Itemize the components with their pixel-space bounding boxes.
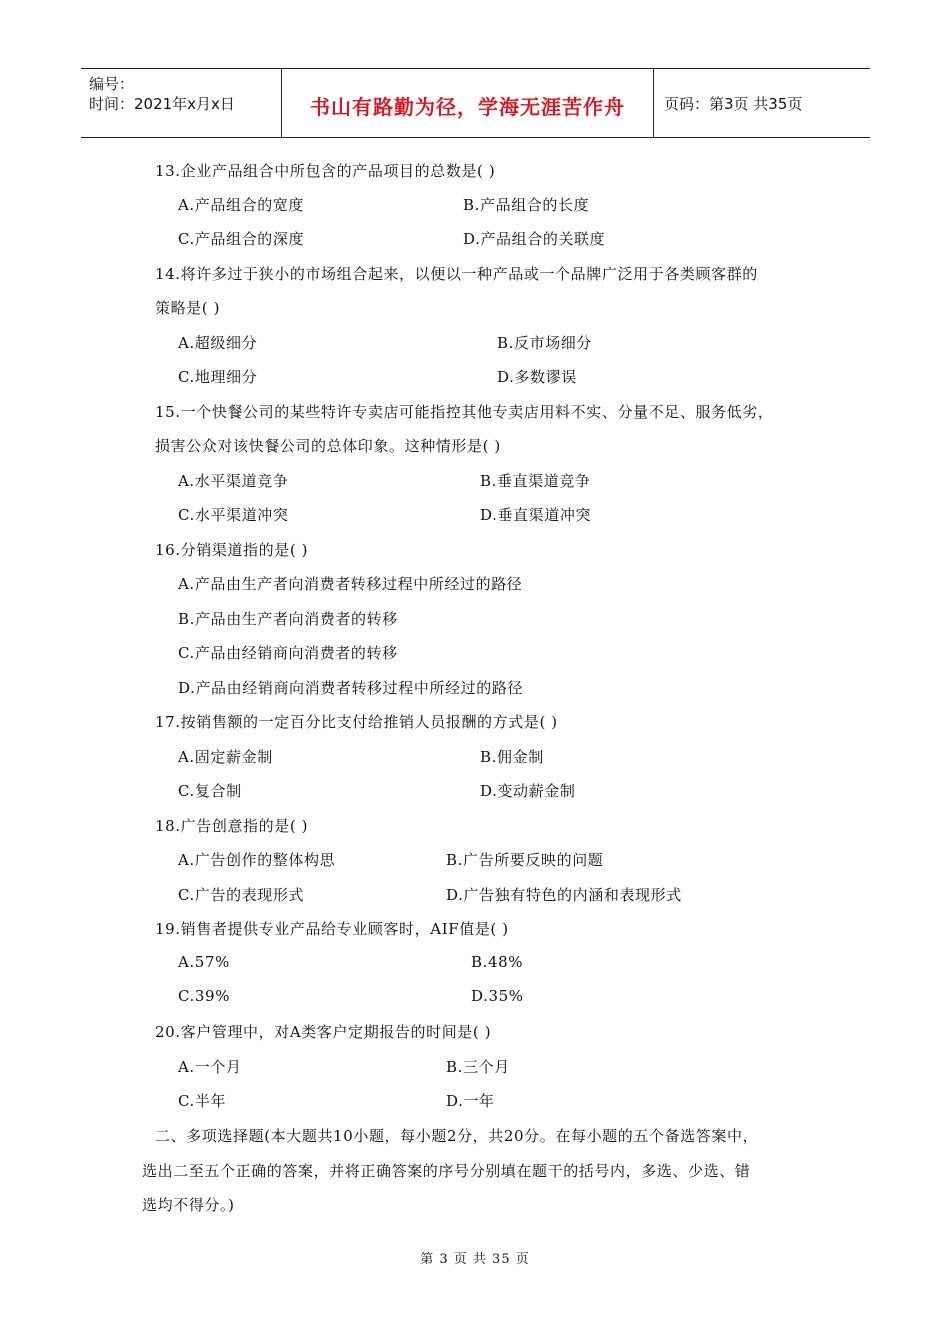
section-2-instructions-line1: 二、多项选择题(本大题共10小题，每小题2分，共20分。在每小题的五个备选答案中， bbox=[155, 1127, 759, 1145]
question-19-stem: 19.销售者提供专业产品给专业顾客时，AIF值是( ) bbox=[155, 920, 509, 938]
question-14-stem-line1: 14.将许多过于狭小的市场组合起来，以便以一种产品或一个品牌广泛用于各类顾客群的 bbox=[155, 265, 758, 283]
question-16-option-a: A.产品由生产者向消费者转移过程中所经过的路径 bbox=[178, 575, 523, 593]
question-16-option-c: C.产品由经销商向消费者的转移 bbox=[178, 644, 398, 662]
question-13-stem: 13.企业产品组合中所包含的产品项目的总数是( ) bbox=[155, 162, 496, 180]
header-left-cell bbox=[81, 69, 282, 137]
question-19-option-b: B.48% bbox=[471, 953, 524, 971]
document-number-label: 编号： bbox=[89, 75, 135, 93]
question-14-option-a: A.超级细分 bbox=[178, 334, 258, 352]
header-motto-cell bbox=[282, 69, 654, 137]
question-17-option-d: D.变动薪金制 bbox=[480, 782, 576, 800]
section-2-instructions-line3: 选均不得分。) bbox=[142, 1196, 235, 1214]
question-15-option-b: B.垂直渠道竞争 bbox=[480, 472, 591, 490]
question-16-option-b: B.产品由生产者向消费者的转移 bbox=[178, 610, 398, 628]
question-15-stem-line1: 15.一个快餐公司的某些特许专卖店可能指控其他专卖店用料不实、分量不足、服务低劣， bbox=[155, 403, 774, 421]
question-18-option-a: A.广告创作的整体构思 bbox=[178, 851, 336, 869]
question-13-option-a: A.产品组合的宽度 bbox=[178, 196, 305, 214]
question-17-stem: 17.按销售额的一定百分比支付给推销人员报酬的方式是( ) bbox=[155, 713, 558, 731]
question-16-stem: 16.分销渠道指的是( ) bbox=[155, 541, 309, 559]
section-2-instructions-line2: 选出二至五个正确的答案，并将正确答案的序号分别填在题干的括号内，多选、少选、错 bbox=[142, 1162, 751, 1180]
question-17-option-b: B.佣金制 bbox=[480, 748, 544, 766]
header-motto: 书山有路勤为径，学海无涯苦作舟 bbox=[310, 95, 625, 119]
question-14-stem-line2: 策略是( ) bbox=[155, 299, 221, 317]
question-14-option-d: D.多数谬误 bbox=[497, 368, 577, 386]
header-page-info: 页码：第3页 共35页 bbox=[664, 95, 803, 113]
question-14-option-b: B.反市场细分 bbox=[497, 334, 592, 352]
question-19-option-d: D.35% bbox=[471, 987, 524, 1005]
document-time-label: 时间：2021年x月x日 bbox=[89, 95, 235, 113]
question-14-option-c: C.地理细分 bbox=[178, 368, 258, 386]
question-17-option-a: A.固定薪金制 bbox=[178, 748, 273, 766]
header-table bbox=[81, 68, 870, 138]
question-15-option-d: D.垂直渠道冲突 bbox=[480, 506, 592, 524]
question-13-option-c: C.产品组合的深度 bbox=[178, 230, 305, 248]
question-19-option-a: A.57% bbox=[178, 953, 230, 971]
question-20-stem: 20.客户管理中，对A类客户定期报告的时间是( ) bbox=[155, 1023, 492, 1041]
question-17-option-c: C.复合制 bbox=[178, 782, 242, 800]
question-13-option-b: B.产品组合的长度 bbox=[463, 196, 590, 214]
question-15-stem-line2: 损害公众对该快餐公司的总体印象。这种情形是( ) bbox=[155, 437, 501, 455]
question-13-option-d: D.产品组合的关联度 bbox=[463, 230, 606, 248]
question-20-option-b: B.三个月 bbox=[446, 1058, 510, 1076]
question-15-option-a: A.水平渠道竞争 bbox=[178, 472, 289, 490]
question-20-option-a: A.一个月 bbox=[178, 1058, 242, 1076]
question-18-option-b: B.广告所要反映的问题 bbox=[446, 851, 604, 869]
question-18-stem: 18.广告创意指的是( ) bbox=[155, 817, 309, 835]
question-18-option-d: D.广告独有特色的内涵和表现形式 bbox=[446, 886, 682, 904]
question-19-option-c: C.39% bbox=[178, 987, 231, 1005]
question-20-option-d: D.一年 bbox=[446, 1092, 495, 1110]
page-footer: 第 3 页 共 35 页 bbox=[420, 1252, 530, 1267]
question-20-option-c: C.半年 bbox=[178, 1092, 227, 1110]
header-page-cell bbox=[654, 69, 870, 137]
question-15-option-c: C.水平渠道冲突 bbox=[178, 506, 289, 524]
question-16-option-d: D.产品由经销商向消费者转移过程中所经过的路径 bbox=[178, 679, 524, 697]
question-18-option-c: C.广告的表现形式 bbox=[178, 886, 305, 904]
